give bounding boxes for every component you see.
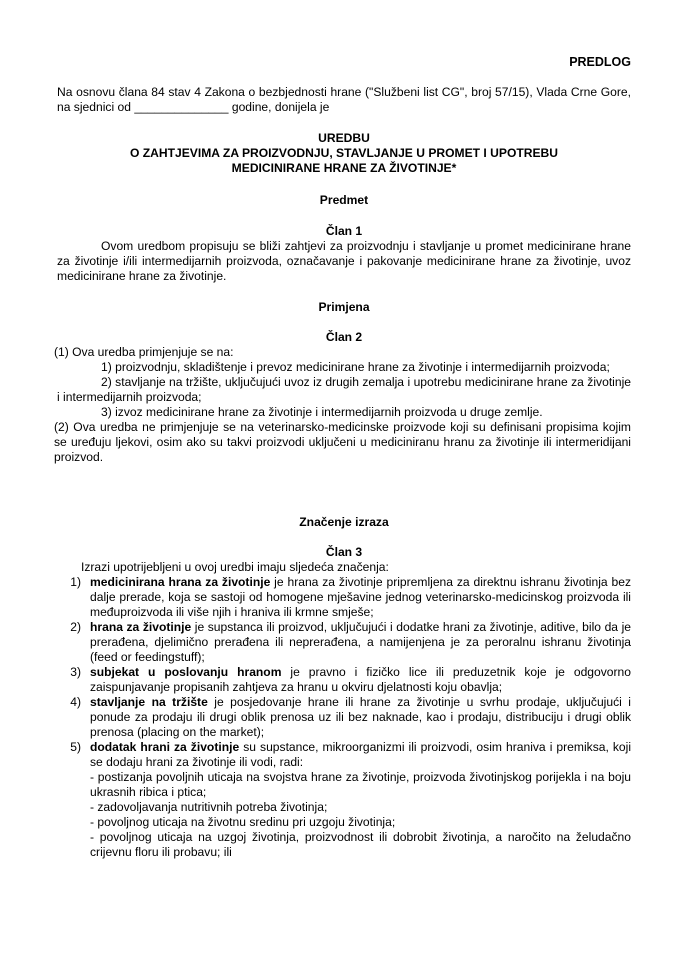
definition-term: subjekat u poslovanju hranom	[90, 665, 282, 679]
definition-number: 2)	[70, 620, 81, 634]
definition-item	[57, 575, 631, 620]
definition-number: 3)	[70, 665, 81, 679]
article-heading-1: Član 1	[325, 224, 363, 238]
definition-subitem: - povoljnog uticaja na uzgoj životinja, proizvodnost ili dobrobit životinja, a naročito na želudačno crijevnu floru ili probavu; ili	[90, 830, 631, 859]
definition-subitem: - povoljnog uticaja na životnu sredinu pri uzgoju životinja;	[90, 815, 396, 829]
definition-text: je supstanca ili proizvod, uključujući i dodatke hrani za životinje, aditive, bilo da je prerađena, djelimično prerađena ili neprerađena, a namijenjena je za peroralnu ishranu životinja (feed or feedingstuff);	[90, 620, 631, 664]
article-2-item-1: 1) proizvodnju, skladištenje i prevoz medicinirane hrane za životinje i intermedijarnih proizvoda;	[101, 360, 610, 374]
article-heading-2: Član 2	[325, 330, 363, 344]
definition-item	[57, 695, 631, 740]
article-heading-3: Član 3	[325, 545, 363, 559]
article-3-body	[57, 560, 631, 860]
predlog-label: PREDLOG	[569, 55, 631, 69]
title-line-3: MEDICINIRANE HRANE ZA ŽIVOTINJE*	[231, 161, 457, 175]
definition-term: medicinirana hrana za životinje	[90, 575, 271, 589]
article-3-intro: Izrazi upotrijebljeni u ovoj uredbi imaju sljedeća značenja:	[81, 560, 389, 574]
definition-term: hrana za životinje	[90, 620, 192, 634]
definition-number: 1)	[70, 575, 81, 589]
title-line-2: O ZAHTJEVIMA ZA PROIZVODNJU, STAVLJANJE U PROMET I UPOTREBU	[129, 146, 559, 160]
definition-item	[57, 665, 631, 695]
document-title	[57, 131, 631, 176]
section-heading-znacenje: Značenje izraza	[299, 515, 389, 529]
preamble: Na osnovu člana 84 stav 4 Zakona o bezbjednosti hrane ("Službeni list CG", broj 57/15), Vlada Crne Gore, na sjednici od ______________ godine, donijela je	[57, 85, 631, 114]
section-heading-predmet: Predmet	[319, 193, 369, 207]
definition-text: je posjedovanje hrane ili hrane za životinje u svrhu prodaje, uključujući i ponude za prodaju ili drugi oblik prenosa uz ili bez naknade, kao i prodaju, distribuciju i drugi oblik prenosa (placing on the market);	[90, 695, 631, 739]
definition-term: stavljanje na tržište	[90, 695, 208, 709]
article-2-paragraph-2: (2) Ova uredba ne primjenjuje se na veterinarsko-medicinske proizvode koji su definisani propisima kojim se uređuju ljekovi, osim ako su takvi proizvodi uključeni u mediciniranu hranu za životinje ili intermeridijani proizvod.	[54, 420, 631, 464]
definition-text: su supstance, mikroorganizmi ili proizvodi, osim hraniva i premiksa, koji se dodaju hrani za životinje ili vodi, radi:	[90, 740, 632, 769]
definition-subitem: - postizanja povoljnih uticaja na svojstva hrane za životinje, proizvoda životinjskog porijekla i na boju ukrasnih ribica i ptica;	[90, 770, 631, 799]
article-1-text: Ovom uredbom propisuju se bliži zahtjevi za proizvodnju i stavljanje u promet medicinirane hrane za životinje i/ili intermedijarnih proizvoda, označavanje i pakovanje medicinirane hrane za životinje, uvoz medicinirane hrane za životinje.	[57, 239, 631, 283]
title-line-1: UREDBU	[318, 131, 370, 145]
article-2-item-3: 3) izvoz medicinirane hrane za životinje i intermedijarnih proizvoda u druge zemlje.	[101, 405, 543, 419]
section-heading-primjena: Primjena	[318, 300, 370, 314]
definition-text: je hrana za životinje pripremljena za direktnu ishranu životinja bez dalje prerade, koja se sastoji od homogene mješavine jednog veterinarsko-medicinskog proizvoda ili međuproizvoda ili više njih i hraniva ili krmne smješe;	[90, 575, 632, 619]
definition-term: dodatak hrani za životinje	[90, 740, 240, 754]
definition-text: je pravno i fizičko lice ili preduzetnik koje je odgovorno zaispunjavanje propisanih zahtjeva za hranu u okviru djelatnosti koju obavlja;	[90, 665, 631, 694]
definition-subitem: - zadovoljavanja nutritivnih potreba životinja;	[90, 800, 328, 814]
article-2-item-2: 2) stavljanje na tržište, uključujući uvoz iz drugih zemalja i upotrebu medicinirane hrane za životinje i intermedijarnih proizvoda;	[57, 375, 631, 404]
definition-item	[57, 620, 631, 665]
definition-number: 4)	[70, 695, 81, 709]
article-2-body	[54, 345, 631, 465]
definition-number: 5)	[70, 740, 81, 754]
definition-item	[57, 740, 631, 770]
article-2-paragraph-1: (1) Ova uredba primjenjuje se na:	[54, 345, 234, 359]
